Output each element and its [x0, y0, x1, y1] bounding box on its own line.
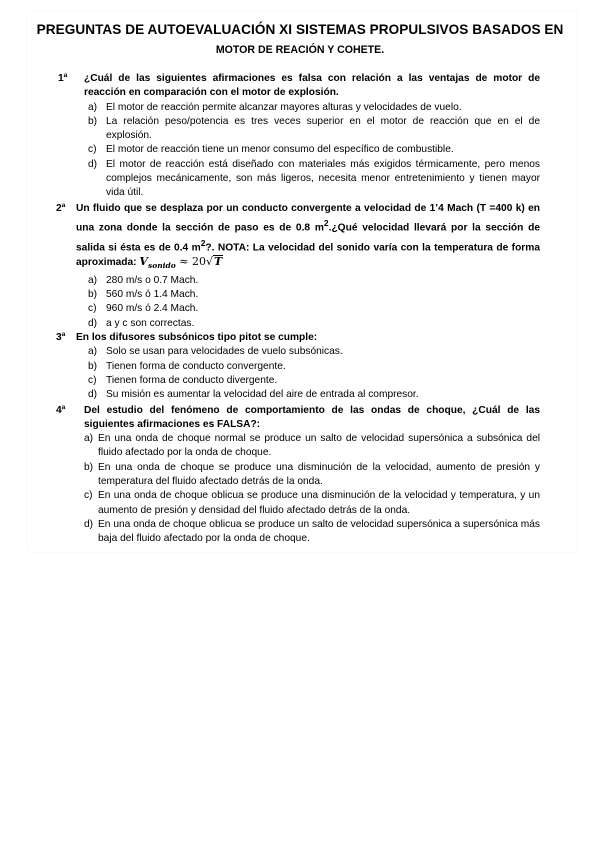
- option-letter: c): [88, 303, 97, 315]
- option-letter: d): [84, 518, 94, 530]
- formula-subscript: sonido: [147, 261, 176, 271]
- options-list: [84, 432, 540, 546]
- option-letter: d): [88, 317, 98, 329]
- question-2: [56, 202, 540, 331]
- option-letter: c): [88, 144, 97, 156]
- options-list: [76, 274, 540, 331]
- option-b: [56, 115, 540, 144]
- option-text: En una onda de choque normal se produce un salto de velocidad supersónica a subsónica del fluido afectado por la onda de choque.: [98, 433, 540, 459]
- question-text-part: Un fluido que se desplaza por un conducto convergente a velocidad de 1’4 Mach (T =400 k) en una zona donde la sección de paso es de 0.8 m: [76, 202, 540, 234]
- document-title: PREGUNTAS DE AUTOEVALUACIÓN XI SISTEMAS PROPULSIVOS BASADOS EN: [36, 22, 564, 37]
- option-text: 960 m/s ó 2.4 Mach.: [106, 303, 199, 315]
- formula-coefficient: ≈ 20: [175, 255, 206, 269]
- question-1: [56, 72, 540, 201]
- option-d: [56, 518, 540, 547]
- question-4: [56, 404, 540, 547]
- question-text: En los difusores subsónicos tipo pitot se cumple:: [76, 332, 318, 344]
- option-text: 560 m/s ó 1.4 Mach.: [106, 289, 199, 301]
- questions-list: [56, 69, 540, 546]
- superscript: 2: [200, 237, 206, 248]
- option-c: [56, 489, 540, 518]
- formula-radicand: T: [213, 255, 223, 269]
- formula-symbol: V: [139, 255, 148, 269]
- option-text: El motor de reacción está diseñado con materiales más exigidos térmicamente, pero menos complejos mecánicamente, son más ligeros, necesita menor entretenimiento y tienen mayor vida útil.: [106, 158, 540, 199]
- option-letter: d): [88, 158, 98, 170]
- option-letter: c): [88, 374, 97, 386]
- superscript: 2: [323, 217, 329, 228]
- option-b: [56, 360, 540, 374]
- option-a: [56, 432, 540, 461]
- option-text: Tienen forma de conducto divergente.: [106, 374, 278, 386]
- option-text: En una onda de choque se produce una disminución de la velocidad, aumento de presión y temperatura del fluido afectado detrás de la onda.: [98, 461, 540, 487]
- question-number: 1ª: [58, 73, 68, 84]
- option-b: [56, 288, 540, 302]
- question-text: ¿Cuál de las siguientes afirmaciones es falsa con relación a las ventajas de motor de reacción en comparación con el motor de explosión.: [84, 73, 540, 99]
- option-a: [56, 345, 540, 359]
- option-text: 280 m/s o 0.7 Mach.: [106, 274, 199, 286]
- option-a: [56, 101, 540, 115]
- radical-symbol: √: [205, 255, 213, 269]
- option-letter: d): [88, 389, 98, 401]
- option-c: [56, 143, 540, 157]
- question-text-part: .¿Qué velocidad llevará por la sección de salida si ésta es de 0.4 m: [76, 222, 540, 254]
- option-letter: c): [84, 490, 93, 502]
- question-text: Del estudio del fenómeno de comportamiento de las ondas de choque, ¿Cuál de las siguientes afirmaciones es FALSA?:: [84, 404, 540, 430]
- option-text: El motor de reacción tiene un menor consumo del específico de combustible.: [106, 144, 454, 156]
- option-letter: b): [88, 289, 98, 301]
- document-subtitle: MOTOR DE REACIÓN Y COHETE.: [215, 44, 385, 56]
- option-text: Solo se usan para velocidades de vuelo subsónicas.: [106, 346, 343, 358]
- option-d: [56, 388, 540, 402]
- option-letter: b): [88, 115, 98, 127]
- option-text: El motor de reacción permite alcanzar mayores alturas y velocidades de vuelo.: [106, 101, 462, 113]
- option-c: [56, 302, 540, 316]
- question-text-part: ?. NOTA: La velocidad del sonido varía con la temperatura de forma aproximada:: [76, 242, 540, 269]
- option-text: Su misión es aumentar la velocidad del aire de entrada al compresor.: [106, 389, 419, 401]
- option-text: Tienen forma de conducto convergente.: [106, 360, 286, 372]
- option-letter: b): [88, 360, 98, 372]
- options-list: [84, 101, 540, 201]
- option-c: [56, 374, 540, 388]
- question-3: [56, 331, 540, 402]
- options-list: [76, 345, 540, 402]
- option-text: La relación peso/potencia es tres veces superior en el motor de reacción que en el de explosión.: [106, 115, 540, 142]
- option-letter: a): [88, 274, 98, 286]
- option-text: En una onda de choque oblicua se produce una disminución de la velocidad y temperatura, y un aumento de presión y densidad del fluido afectado detrás de la onda.: [98, 490, 540, 516]
- option-d: [56, 158, 540, 201]
- option-b: [56, 461, 540, 490]
- option-letter: a): [88, 101, 98, 113]
- question-number: 3ª: [56, 332, 66, 344]
- sound-speed-formula: [139, 255, 223, 271]
- option-d: [56, 317, 540, 331]
- question-number: 4ª: [56, 404, 66, 416]
- option-a: [56, 274, 540, 288]
- question-number: 2ª: [56, 202, 66, 214]
- option-letter: a): [84, 433, 94, 445]
- option-text: En una onda de choque oblicua se produce un salto de velocidad supersónica a supersónica más baja del fluido afectado por la onda de choque.: [98, 518, 540, 545]
- option-letter: a): [88, 346, 98, 358]
- question-text: [76, 202, 540, 274]
- option-letter: b): [84, 461, 94, 473]
- option-text: a y c son correctas.: [106, 317, 195, 329]
